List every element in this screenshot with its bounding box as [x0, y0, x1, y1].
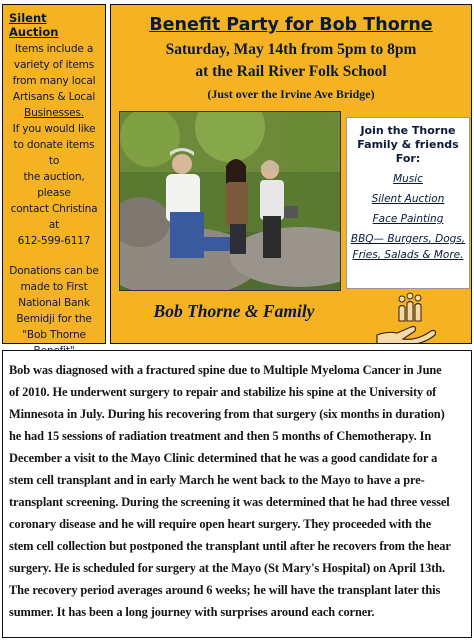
silent-auction-title: Silent Auction: [9, 11, 59, 39]
join-item-bbq: BBQ— Burgers, Dogs,: [350, 233, 466, 245]
sb-phone: 612-599-6117: [17, 235, 91, 247]
join-item-food: Fries, Salads & More.: [352, 249, 464, 261]
sb-line: from many local: [12, 75, 96, 87]
story-line: coronary disease and he will require open heart surgery. They proceeded with the: [9, 517, 432, 531]
family-photo: [119, 111, 341, 291]
event-venue: at the Rail River Folk School: [195, 63, 387, 80]
story-line: stem cell collection but postponed the transplant until after he recovers from the hear: [9, 539, 451, 553]
event-title: Benefit Party for Bob Thorne: [149, 15, 433, 35]
hands-logo-icon: [369, 291, 459, 343]
sb-line: Items include a: [14, 43, 94, 55]
sb-line: Donations can be: [9, 265, 99, 277]
join-box: [346, 117, 470, 289]
story-line: The recovery period averages around 6 weeks; he will have the transplant later this: [9, 583, 441, 597]
sb-line: "Bob Thorne: [22, 329, 86, 341]
story-line: summer. It has been a long journey with surprises around each corner.: [9, 605, 375, 619]
sb-line: Artisans & Local: [12, 91, 96, 103]
story-line: transplant screening. During the screening it was determined that he had three vessel: [9, 495, 450, 509]
join-item-face-painting: Face Painting: [372, 213, 444, 225]
join-title-line1: Join the Thorne: [360, 124, 456, 137]
story-line: of 2010. He underwent surgery to repair and stabilize his spine at the University of: [9, 385, 437, 399]
sb-line: contact Christina at: [10, 203, 98, 231]
join-item-silent-auction: Silent Auction: [371, 193, 445, 205]
sb-line: Businesses.: [24, 107, 84, 119]
join-title-line2: Family & friends For:: [357, 138, 459, 165]
sb-line: If you would like: [12, 123, 96, 135]
silent-auction-panel: [2, 4, 106, 344]
sb-line: made to First: [20, 281, 88, 293]
sb-line: the auction, please: [23, 171, 85, 199]
sb-line: variety of items: [13, 59, 95, 71]
story-text-box: [2, 350, 472, 638]
story-line: Bob was diagnosed with a fractured spine due to Multiple Myeloma Cancer in June: [9, 363, 442, 377]
event-date: Saturday, May 14th from 5pm to 8pm: [165, 41, 417, 58]
story-line: Minnesota in July. During his recovering from that surgery (six months in duration): [9, 407, 445, 421]
silent-auction-text: [9, 41, 99, 359]
sb-line: National Bank: [18, 297, 90, 309]
event-directions: (Just over the Irvine Ave Bridge): [207, 87, 375, 101]
sb-line: Bemidji for the: [16, 313, 92, 325]
join-item-music: Music: [393, 173, 423, 185]
story-line: December a visit to the Mayo Clinic determined that he was a good candidate for a: [9, 451, 438, 465]
event-panel: [110, 4, 472, 344]
photo-caption: Bob Thorne & Family: [153, 301, 315, 321]
story-line: surgery. He is scheduled for surgery at the Mayo (St Mary's Hospital) on April 13th.: [9, 561, 446, 575]
story-line: he had 15 sessions of radiation treatment and then 5 months of Chemotherapy. In: [9, 429, 432, 443]
story-line: stem cell transplant and in early March he went back to the Mayo to have a pre-: [9, 473, 425, 487]
sb-line: to donate items to: [13, 139, 95, 167]
